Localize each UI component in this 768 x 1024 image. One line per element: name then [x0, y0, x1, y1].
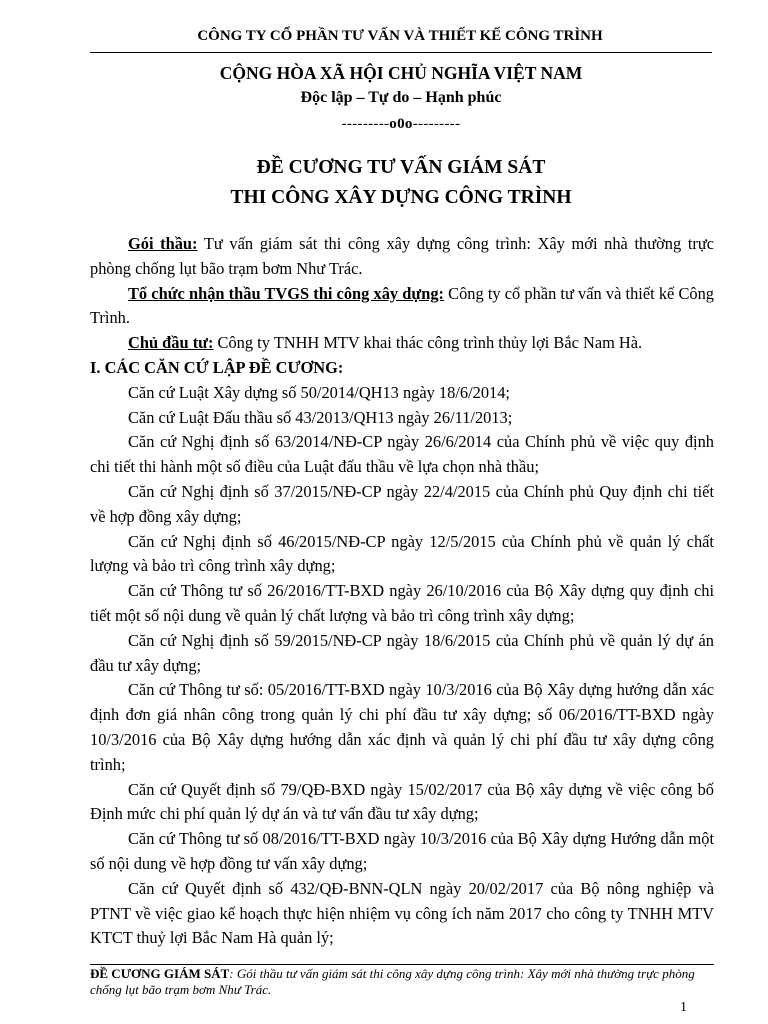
document-body	[90, 232, 714, 951]
contractor-paragraph	[90, 282, 714, 332]
investor-value: Công ty TNHH MTV khai thác công trình thủy lợi Bắc Nam Hà.	[213, 333, 643, 353]
basis-item: Căn cứ Luật Đấu thầu số 43/2013/QH13 ngày 26/11/2013;	[128, 407, 513, 427]
basis-item: Căn cứ Quyết định số 432/QĐ-BNN-QLN ngày 20/02/2017 của Bộ nông nghiệp và PTNT về việc giao kế hoạch thực hiện nhiệm vụ công ích năm 2017 cho công ty TNHH MTV KTCT thuỷ lợi Bắc Nam Hà quản lý;	[90, 878, 714, 948]
footer-text: : Gói thầu tư vấn giám sát thi công xây dựng công trình: Xây mới nhà thường trực phòng chống lụt bão trạm bơm Như Trác.	[90, 966, 695, 997]
document-title: ĐỀ CƯƠNG TƯ VẤN GIÁM SÁT	[256, 157, 546, 178]
package-paragraph	[90, 232, 714, 282]
basis-item: Căn cứ Quyết định số 79/QĐ-BXD ngày 15/02/2017 của Bộ xây dựng về việc công bố Định mức chi phí quản lý dự án và tư vấn đầu tư xây dựng;	[90, 779, 714, 824]
separator-left: ---------	[341, 116, 390, 132]
investor-label: Chủ đầu tư:	[128, 333, 214, 353]
basis-item: Căn cứ Thông tư số: 05/2016/TT-BXD ngày 10/3/2016 của Bộ Xây dựng hướng dẫn xác định đơn giá nhân công trong quản lý chi phí đầu tư xây dựng; số 06/2016/TT-BXD ngày 10/3/2016 của Bộ Xây dựng hướng dẫn xác định và quản lý chi phí đầu tư xây dựng công trình;	[90, 680, 714, 774]
company-header: CÔNG TY CỔ PHẦN TƯ VẤN VÀ THIẾT KẾ CÔNG TRÌNH	[197, 28, 603, 44]
contractor-value: Công ty cổ phần tư vấn và thiết kế Công Trình.	[90, 283, 714, 328]
separator-mark: o0o	[389, 116, 413, 132]
nation-separator	[90, 116, 712, 133]
basis-item: Căn cứ Luật Xây dựng số 50/2014/QH13 ngày 18/6/2014;	[128, 382, 510, 402]
section-heading: I. CÁC CĂN CỨ LẬP ĐỀ CƯƠNG:	[90, 357, 344, 377]
separator-right: ---------	[412, 116, 461, 132]
package-label: Gói thầu:	[128, 234, 198, 253]
contractor-label: Tổ chức nhận thầu TVGS thi công xây dựng:	[128, 283, 444, 303]
basis-item: Căn cứ Nghị định số 63/2014/NĐ-CP ngày 26/6/2014 của Chính phủ về việc quy định chi tiết thi hành một số điều của Luật đấu thầu về lựa chọn nhà thầu;	[90, 432, 714, 477]
footer-label: ĐỀ CƯƠNG GIÁM SÁT	[90, 966, 230, 981]
document-subtitle: THI CÔNG XÂY DỰNG CÔNG TRÌNH	[230, 187, 572, 208]
header-divider	[90, 52, 712, 53]
package-value: Tư vấn giám sát thi công xây dựng công trình: Xây mới nhà thường trực phòng chống lụt bão trạm bơm Như Trác.	[90, 234, 714, 278]
investor-paragraph	[90, 331, 714, 356]
basis-item: Căn cứ Nghị định số 46/2015/NĐ-CP ngày 12/5/2015 của Chính phủ về quản lý chất lượng và bảo trì công trình xây dựng;	[90, 531, 714, 576]
page-number: 1	[680, 1000, 687, 1015]
nation-motto: Độc lập – Tự do – Hạnh phúc	[300, 89, 502, 106]
page-footer	[90, 966, 718, 998]
basis-item: Căn cứ Nghị định số 59/2015/NĐ-CP ngày 18/6/2015 của Chính phủ về quản lý dự án đầu tư xây dựng;	[90, 630, 714, 675]
nation-name: CỘNG HÒA XÃ HỘI CHỦ NGHĨA VIỆT NAM	[219, 63, 583, 83]
basis-item: Căn cứ Thông tư số 08/2016/TT-BXD ngày 10/3/2016 của Bộ Xây dựng Hướng dẫn một số nội dung về hợp đồng tư vấn xây dựng;	[90, 829, 714, 873]
basis-item: Căn cứ Nghị định số 37/2015/NĐ-CP ngày 22/4/2015 của Chính phủ Quy định chi tiết về hợp đồng xây dựng;	[90, 481, 714, 526]
basis-item: Căn cứ Thông tư số 26/2016/TT-BXD ngày 26/10/2016 của Bộ Xây dựng quy định chi tiết một số nội dung về quản lý chất lượng và bảo trì công trình xây dựng;	[90, 581, 714, 625]
footer-divider	[90, 964, 714, 965]
